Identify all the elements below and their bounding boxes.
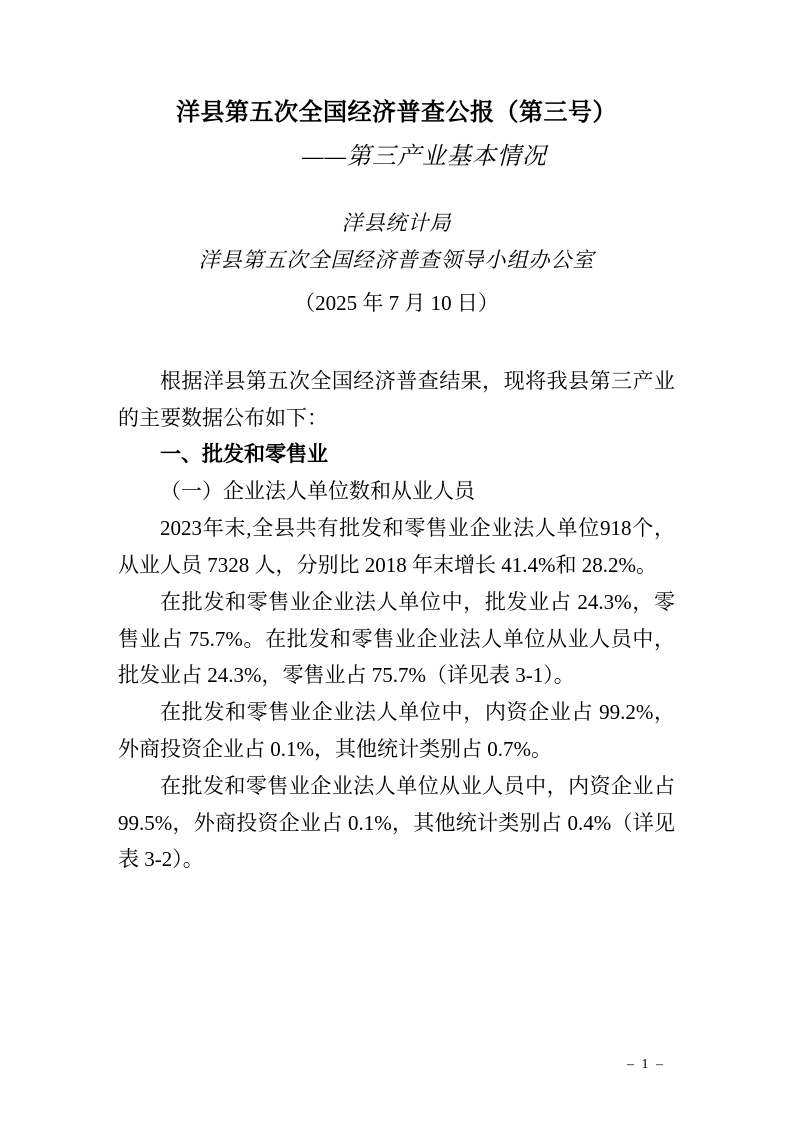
paragraph-domestic-foreign-employees: 在批发和零售业企业法人单位从业人员中，内资企业占 99.5%，外商投资企业占 0.1%，其他统计类别占 0.4%（详见表 3-2）。 [118,773,675,872]
page-number: – 1 – [627,1057,665,1072]
doc-subtitle: ——第三产业基本情况 [302,144,547,170]
paragraph-wholesale-retail-share: 在批发和零售业企业法人单位中，批发业占 24.3%，零售业占 75.7%。在批发和零售业企业法人单位从业人员中，批发业占 24.3%，零售业占 75.7%（详见表 3-1）。 [118,589,675,688]
doc-title: 洋县第五次全国经济普查公报（第三号） [176,99,617,126]
paragraph-intro: 根据洋县第五次全国经济普查结果，现将我县第三产业的主要数据公布如下： [118,369,675,430]
date-line: （2025 年 7 月 10 日） [294,291,499,315]
issuer-line-statistics-bureau: 洋县统计局 [341,211,452,235]
section-heading-wholesale-retail: 一、批发和零售业 [160,442,328,466]
paragraph-domestic-foreign-units: 在批发和零售业企业法人单位中，内资企业占 99.2%，外商投资企业占 0.1%，其他统计类别占 0.7%。 [118,700,675,761]
document-body [118,363,675,878]
paragraph-units-employees: 2023年末,全县共有批发和零售业企业法人单位918个，从业人员 7328 人，分别比 2018 年末增长 41.4%和 28.2%。 [118,516,675,577]
issuer-line-census-office: 洋县第五次全国经济普查领导小组办公室 [198,248,595,272]
issuer-block [118,205,675,279]
subsection-heading-legal-entities: （一）企业法人单位数和从业人员 [160,479,475,504]
